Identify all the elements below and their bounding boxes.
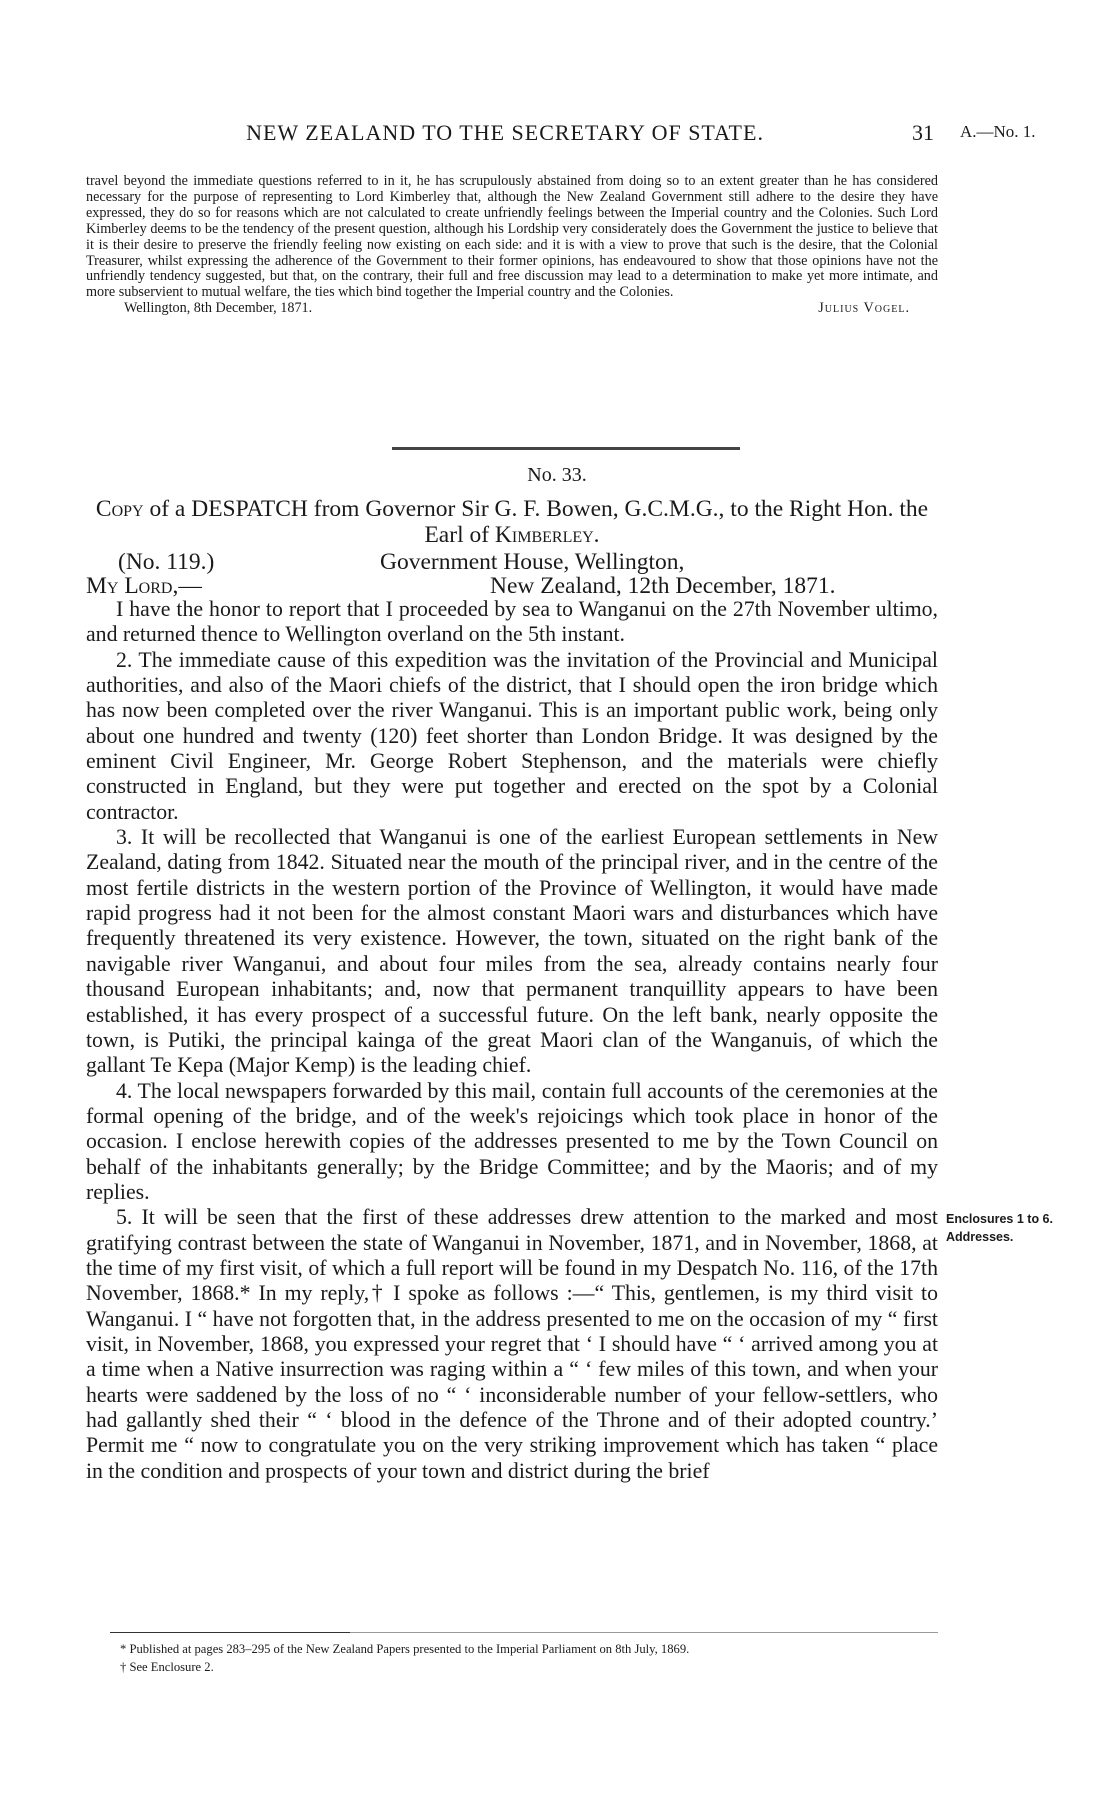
heading-name: Kimberley. [494, 522, 600, 548]
signature-line [86, 301, 938, 317]
signature: Julius Vogel. [818, 300, 910, 317]
paper-reference: A.—No. 1. [960, 122, 1036, 141]
footnote-rule-light [350, 1632, 938, 1633]
preceding-paragraph: travel beyond the immediate questions referred to in it, he has scrupulously abstained from doing so to an extent greater than he has considered necessary for the purpose of representing to Lord Kimberley that, although the New Zealand Government still adhere to the desire they have expressed, they do so for reasons which are not calculated to create unfriendly feelings between the Imperial country and the Colonies. Such Lord Kimberley deems to be the tendency of the present question, although his Lordship very considerately does the Government the justice to believe that it is their desire to preserve the friendly feeling now existing on each side: and it is with a view to prove that such is the desire, that the Colonial Treasurer, whilst expressing the adherence of the Government to their former opinions, has endeavoured to show that those opinions have not the unfriendly tendency suggested, but that, on the contrary, their full and free discussion may lead to a determination to make yet more intimate, and more subservient to mutual welfare, the ties which bind together the Imperial country and the Colonies. [86, 173, 938, 301]
margin-note-enclosures: Enclosures 1 to 6. [946, 1212, 1053, 1226]
address-line-2: New Zealand, 12th December, 1871. [490, 573, 836, 599]
footnotes [120, 1640, 940, 1676]
paragraph-2: 2. The immediate cause of this expedition was the invitation of the Provincial and Municipal authorities, and also of the Maori chiefs of the district, that I should open the iron bridge which has now been completed over the river Wanganui. This is an important public work, being only about one hundred and twenty (120) feet shorter than London Bridge. It was designed by the eminent Civil Engineer, Mr. George Robert Stephenson, and the materials were chiefly constructed in England, but they were put together and erected on the spot by a Colonial contractor. [86, 647, 938, 824]
section-divider [392, 447, 740, 450]
paragraph-4: 4. The local newspapers forwarded by this mail, contain full accounts of the ceremonies at the formal opening of the bridge, and of the week's rejoicings which took place in honor of the occasion. I enclose herewith copies of the addresses presented to me by the Town Council on behalf of the inhabitants generally; by the Bridge Committee; and by the Maoris; and of my replies. [86, 1078, 938, 1204]
margin-note-addresses: Addresses. [946, 1230, 1014, 1244]
paragraph-1: I have the honor to report that I proceeded by sea to Wanganui on the 27th November ultimo, and returned thence to Wellington overland on the 5th instant. [86, 597, 938, 647]
salutation: My Lord,— [86, 573, 202, 599]
despatch-number: (No. 119.) [118, 549, 215, 575]
footnote-1: * Published at pages 283–295 of the New Zealand Papers presented to the Imperial Parliament on 8th July, 1869. [120, 1642, 690, 1656]
document-number: No. 33. [527, 464, 587, 486]
page-number: 31 [912, 120, 934, 145]
running-title: NEW ZEALAND TO THE SECRETARY OF STATE. [246, 120, 764, 145]
footnote-rule [110, 1632, 350, 1633]
page-header [0, 120, 1114, 150]
place-date: Wellington, 8th December, 1871. [124, 300, 313, 317]
heading-prefix: Copy [95, 496, 144, 522]
heading-main: of a DESPATCH from Governor Sir G. F. Bowen, G.C.M.G., to the Right Hon. the Earl of [149, 496, 929, 548]
paragraph-5: 5. It will be seen that the first of these addresses drew attention to the marked and most gratifying contrast between the state of Wanganui in November, 1871, and in November, 1868, at the time of my first visit, of which a full report will be found in my Despatch No. 116, of the 17th November, 1868.* In my reply,† I spoke as follows :—“ This, gentlemen, is my third visit to Wanganui. I “ have not forgotten that, in the address presented to me on the occasion of my “ first visit, in November, 1868, you expressed your regret that ‘ I should have “ ‘ arrived among you at a time when a Native insurrection was raging within a “ ‘ few miles of this town, and when your hearts were saddened by the loss of no “ ‘ inconsiderable number of your fellow-settlers, who had gallantly shed their “ ‘ blood in the defence of the Throne and of their adopted country.’ Permit me “ now to congratulate you on the very striking improvement which has taken “ place in the condition and prospects of your town and district during the brief [86, 1205, 938, 1483]
footnote-2: † See Enclosure 2. [120, 1660, 214, 1674]
despatch-address-row-1 [86, 549, 938, 575]
preceding-text [86, 174, 938, 317]
margin-note [946, 1210, 1106, 1246]
despatch-body [86, 597, 938, 1484]
address-line-1: Government House, Wellington, [380, 549, 685, 575]
despatch-heading [86, 496, 938, 548]
paragraph-3: 3. It will be recollected that Wanganui is one of the earliest European settlements in New Zealand, dating from 1842. Situated near the mouth of the principal river, and in the centre of the most fertile districts in the western portion of the Province of Wellington, it would have made rapid progress had it not been for the almost constant Maori wars and disturbances which have frequently threatened its very existence. However, the town, situated on the right bank of the navigable river Wanganui, and about four miles from the sea, already contains nearly four thousand European inhabitants; and, now that permanent tranquillity appears to have been established, it has every prospect of a successful future. On the left bank, nearly opposite the town, is Putiki, the principal kainga of the great Maori clan of the Wanganuis, of which the gallant Te Kepa (Major Kemp) is the leading chief. [86, 825, 938, 1078]
despatch-address-row-2 [86, 573, 938, 599]
